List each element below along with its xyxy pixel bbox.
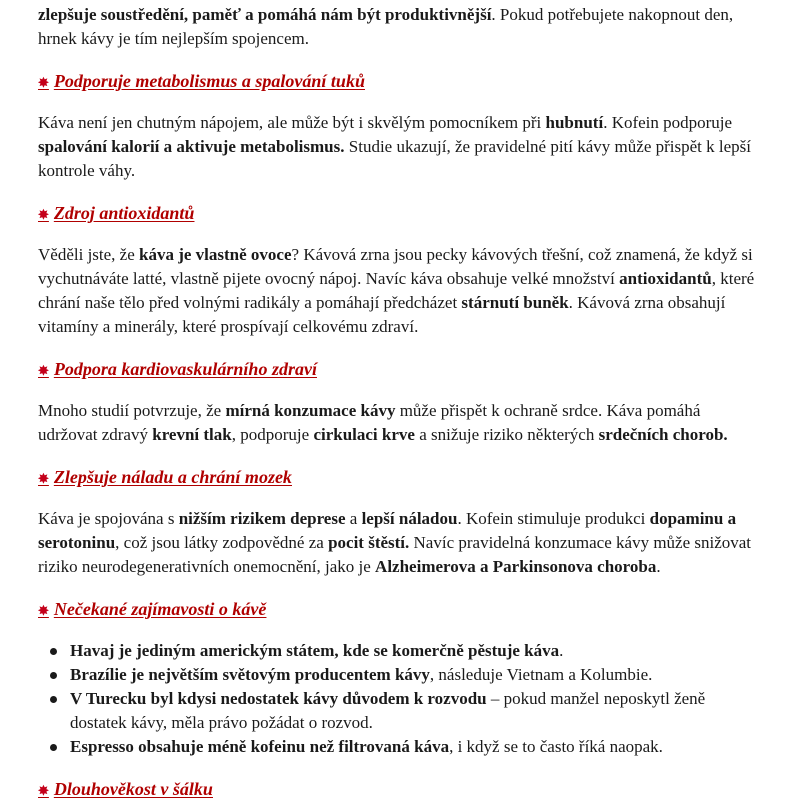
- bullet-icon: [50, 696, 57, 703]
- list-item: [50, 687, 764, 735]
- facts-list: [38, 639, 764, 759]
- bold-span: dopaminu a serotoninu: [38, 509, 737, 552]
- text-span: . Kávová zrna obsahují vitamíny a minerály, které prospívají celkovému zdraví.: [38, 293, 726, 336]
- text-span: . Kofein stimuluje produkci: [457, 509, 650, 528]
- text-span: Věděli jste, že: [38, 245, 140, 264]
- text-span: , které chrání naše tělo před volnými radikály a pomáhají předcházet: [38, 269, 755, 312]
- bold-span: Havaj je jediným americkým státem, kde se komerčně pěstuje káva: [70, 641, 560, 660]
- bold-span: stárnutí buněk: [461, 293, 569, 312]
- asterisk-icon: ✸: [38, 206, 49, 222]
- text-span: , následuje Vietnam a Kolumbie.: [429, 665, 653, 684]
- text-span: , i když se to často říká naopak.: [449, 737, 663, 756]
- intro-paragraph: [38, 3, 764, 51]
- asterisk-icon: ✸: [38, 602, 49, 618]
- text-span: , podporuje: [231, 425, 314, 444]
- heading-facts: [38, 597, 764, 621]
- intro-bold-1: zlepšuje soustředění, paměť a pomáhá nám být produktivnější: [38, 5, 492, 24]
- heading-antioxidants: [38, 201, 764, 225]
- text-span: Káva je spojována s: [38, 509, 179, 528]
- heading-longevity: [38, 777, 764, 800]
- text-span: Káva není jen chutným nápojem, ale může být i skvělým pomocníkem při: [38, 113, 546, 132]
- heading-metabolism-text: Podporuje metabolismus a spalování tuků: [53, 71, 365, 91]
- text-span: Navíc pravidelná konzumace kávy může snižovat riziko neurodegenerativních onemocnění, jako je: [38, 533, 752, 576]
- paragraph-mood: [38, 507, 764, 579]
- bold-span: mírná konzumace kávy: [225, 401, 396, 420]
- list-item: [50, 639, 764, 663]
- heading-longevity-text: Dlouhověkost v šálku: [53, 779, 213, 799]
- asterisk-icon: ✸: [38, 782, 49, 798]
- text-span: a: [345, 509, 362, 528]
- asterisk-icon: ✸: [38, 74, 49, 90]
- bold-span: Alzheimerova a Parkinsonova choroba: [375, 557, 657, 576]
- asterisk-icon: ✸: [38, 470, 49, 486]
- list-item: [50, 735, 764, 759]
- text-span: – pokud manžel neposkytl ženě dostatek kávy, měla právo požádat o rozvod.: [70, 689, 706, 732]
- heading-cardio-text: Podpora kardiovaskulárního zdraví: [53, 359, 317, 379]
- bullet-icon: [50, 672, 57, 679]
- text-span: .: [656, 557, 661, 576]
- heading-mood: [38, 465, 764, 489]
- bold-span: hubnutí: [545, 113, 604, 132]
- heading-facts-text: Nečekané zajímavosti o kávě: [53, 599, 267, 619]
- bold-span: V Turecku byl kdysi nedostatek kávy důvodem k rozvodu: [70, 689, 487, 708]
- bold-span: pocit štěstí.: [328, 533, 410, 552]
- heading-antioxidants-text: Zdroj antioxidantů: [53, 203, 195, 223]
- bold-span: spalování kalorií a aktivuje metabolismus.: [38, 137, 345, 156]
- text-span: ? Kávová zrna jsou pecky kávových třešní, což znamená, že když si vychutnáváte latté, vlastně pijete ovocný nápoj. Navíc káva obsahuje velké množství: [38, 245, 753, 288]
- bold-span: srdečních chorob.: [598, 425, 728, 444]
- text-span: může přispět k ochraně srdce. Káva pomáhá udržovat zdravý: [38, 401, 701, 444]
- text-span: Studie ukazují, že pravidelné pití kávy může přispět k lepší kontrole váhy.: [38, 137, 751, 180]
- heading-cardio: [38, 357, 764, 381]
- heading-mood-text: Zlepšuje náladu a chrání mozek: [53, 467, 292, 487]
- text-span: , což jsou látky zodpovědné za: [115, 533, 329, 552]
- asterisk-icon: ✸: [38, 362, 49, 378]
- bold-span: antioxidantů: [619, 269, 712, 288]
- bullet-icon: [50, 648, 57, 655]
- bold-span: nižším rizikem deprese: [178, 509, 346, 528]
- bold-span: káva je vlastně ovoce: [139, 245, 292, 264]
- bold-span: cirkulaci krve: [313, 425, 415, 444]
- text-span: . Kofein podporuje: [603, 113, 733, 132]
- intro-text-1: . Pokud potřebujete nakopnout den, hrnek kávy je tím nejlepším spojencem.: [38, 5, 734, 48]
- heading-metabolism: [38, 69, 764, 93]
- text-span: Mnoho studií potvrzuje, že: [38, 401, 226, 420]
- text-span: a snižuje riziko některých: [414, 425, 599, 444]
- bold-span: krevní tlak: [152, 425, 232, 444]
- text-span: .: [559, 641, 564, 660]
- paragraph-metabolism: [38, 111, 764, 183]
- list-item: [50, 663, 764, 687]
- bold-span: lepší náladou: [361, 509, 458, 528]
- paragraph-antioxidants: [38, 243, 764, 339]
- bullet-icon: [50, 744, 57, 751]
- bold-span: Espresso obsahuje méně kofeinu než filtrovaná káva: [70, 737, 450, 756]
- bold-span: Brazílie je největším světovým producentem kávy: [70, 665, 430, 684]
- paragraph-cardio: [38, 399, 764, 447]
